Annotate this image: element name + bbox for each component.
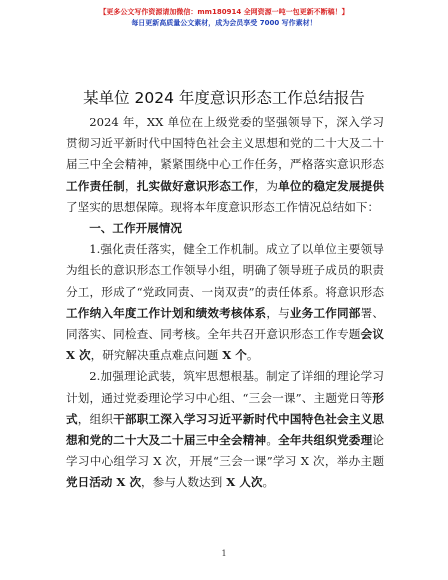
item-2-text: ，参与人数达到 [141,475,223,490]
item-1-text: ，研究解决重点难点问题 [90,348,219,363]
item-2-emphasis: X 人次 [222,475,263,490]
item-1-text: ，与 [266,305,290,320]
item-1-text: 。 [246,348,259,363]
item-1-emphasis: X 个 [218,348,247,363]
item-1-emphasis: 业务工作同部 [289,305,361,320]
item-2-text: 。 [266,433,279,448]
section-heading: 一、工作开展情况 [89,221,182,236]
item-1-emphasis: 工作纳入年度工作计划和绩效考核体系 [66,305,267,320]
item-2-text: ，组织 [77,411,114,426]
page-number: 1 [221,549,227,558]
promo-banner-line-2: 每日更新高质量公文素材，成为会员享受 7000 写作素材！ [131,19,317,27]
item-2-text: 。 [262,475,275,490]
intro-paragraph [66,112,384,218]
item-2-emphasis: 形式 [66,390,384,426]
item-1-text: 1.强化责任落实，健全工作机制。成立了以单位主要领导为组长的意识形态工作领导小组，明确了领导班子成员的职责分工，形成了“党政同责、一岗双责”的责任体系。将意识形态 [66,242,384,299]
promo-banner-line-1: 【更多公文写作资源请加微信：mm180914 全网资源一吨一包更新不断稿！】 [99,8,349,16]
intro-text: ， [124,178,137,193]
promo-banner [0,7,448,29]
item-1-emphasis: 会议 X 次 [66,327,384,363]
document-title: 某单位 2024 年度意识形态工作总结报告 [83,89,365,107]
item-2-text: 论学习中心组学习 X 次，开展“三会一课”学习 X 次，举办主题 [66,433,384,469]
item-2-text: 2.加强理论武装，筑牢思想根基。制定了详细的理论学习计划，通过党委理论学习中心组、“三会一课”、主题党日等 [66,369,384,405]
item-1-text: 署、同落实、同检查、同考核。全年共召开意识形态工作专题 [66,305,384,342]
item-2-emphasis: 干部职工深入学习习近平新时代中国特色社会主义思想和党的二十大及二十届三中全会精神 [66,411,384,448]
intro-text: ，为 [254,178,279,193]
intro-emphasis: 工作责任制 [66,178,125,193]
intro-text: 了坚实的思想保障。现将本年度意识形态工作情况总结如下： [66,199,380,214]
item-2-emphasis: 党日活动 X 次 [66,475,142,490]
intro-text: 2024 年，XX 单位在上级党委的坚强领导下，深入学习贯彻习近平新时代中国特色社会主义思想和党的二十大及二十届三中全会精神，紧紧围绕中心工作任务，严格落实意识形态 [66,115,384,172]
intro-emphasis: 单位的稳定发展提供 [278,178,384,193]
item-2-paragraph [66,366,384,493]
item-1-paragraph [66,239,384,366]
item-2-emphasis: 全年共组织党委理 [278,433,373,448]
document-body [66,112,384,494]
intro-emphasis: 扎实做好意识形态工作 [136,178,255,193]
